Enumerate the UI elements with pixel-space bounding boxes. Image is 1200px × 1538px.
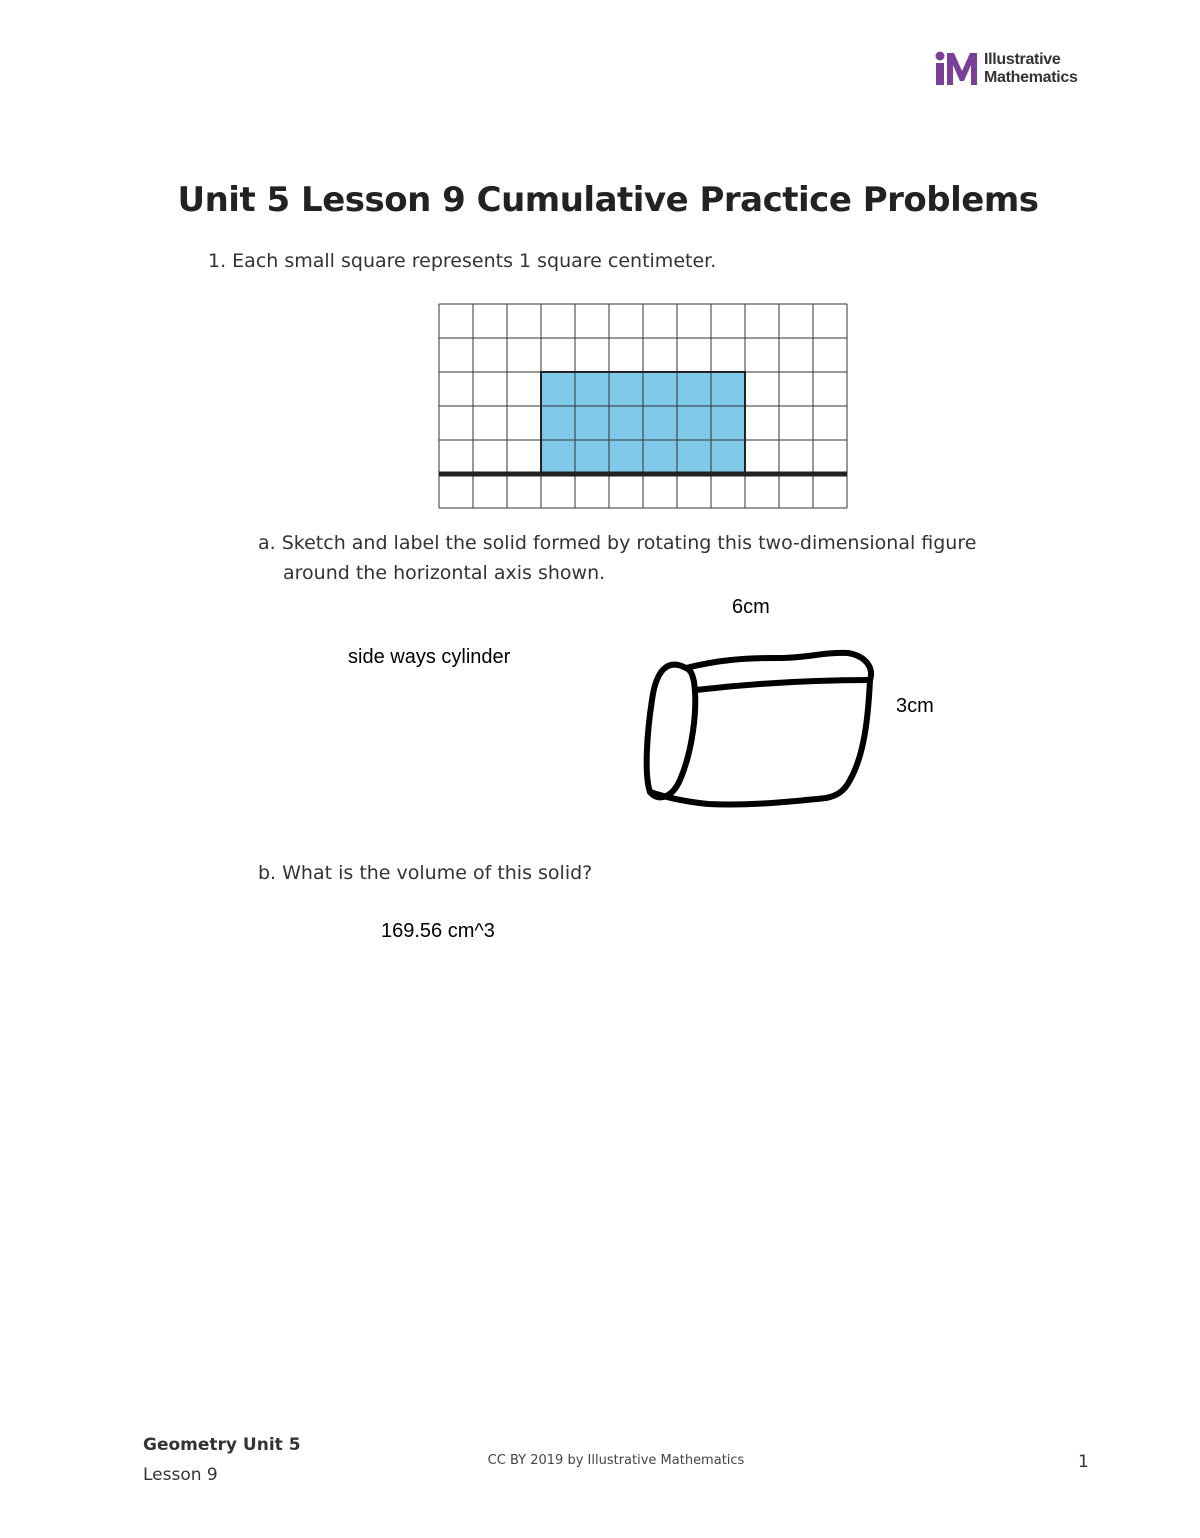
logo-word-illustrative: Illustrative — [984, 51, 1061, 68]
cylinder-inner-edge — [696, 680, 870, 690]
page-title: Unit 5 Lesson 9 Cumulative Practice Problems — [177, 180, 1039, 220]
cylinder-end-ellipse — [647, 665, 696, 798]
solid-name-answer: side ways cylinder — [348, 646, 511, 668]
cylinder-sketch — [638, 640, 888, 820]
illustrative-mathematics-logo — [934, 50, 1094, 90]
page-number: 1 — [1078, 1452, 1089, 1472]
footer-course: Geometry Unit 5 — [143, 1435, 301, 1455]
area-grid-figure — [438, 303, 848, 511]
length-label: 6cm — [732, 596, 770, 618]
part-a-prompt-line-1: a. Sketch and label the solid formed by rotating this two-dimensional figure — [258, 532, 977, 554]
cylinder-top-edge — [686, 653, 871, 680]
cylinder-bottom-edge — [650, 792, 826, 805]
part-a-prompt-line-2: around the horizontal axis shown. — [283, 562, 606, 584]
cylinder-right-side — [826, 680, 870, 798]
footer-license: CC BY 2019 by Illustrative Mathematics — [487, 1453, 745, 1468]
radius-label: 3cm — [896, 695, 934, 717]
footer-lesson: Lesson 9 — [143, 1465, 218, 1485]
volume-answer: 169.56 cm^3 — [381, 920, 495, 942]
problem-1-prompt: 1. Each small square represents 1 square centimeter. — [208, 250, 717, 272]
im-logo-icon — [934, 50, 982, 90]
logo-word-mathematics: Mathematics — [984, 69, 1078, 86]
part-b-prompt: b. What is the volume of this solid? — [258, 862, 593, 884]
